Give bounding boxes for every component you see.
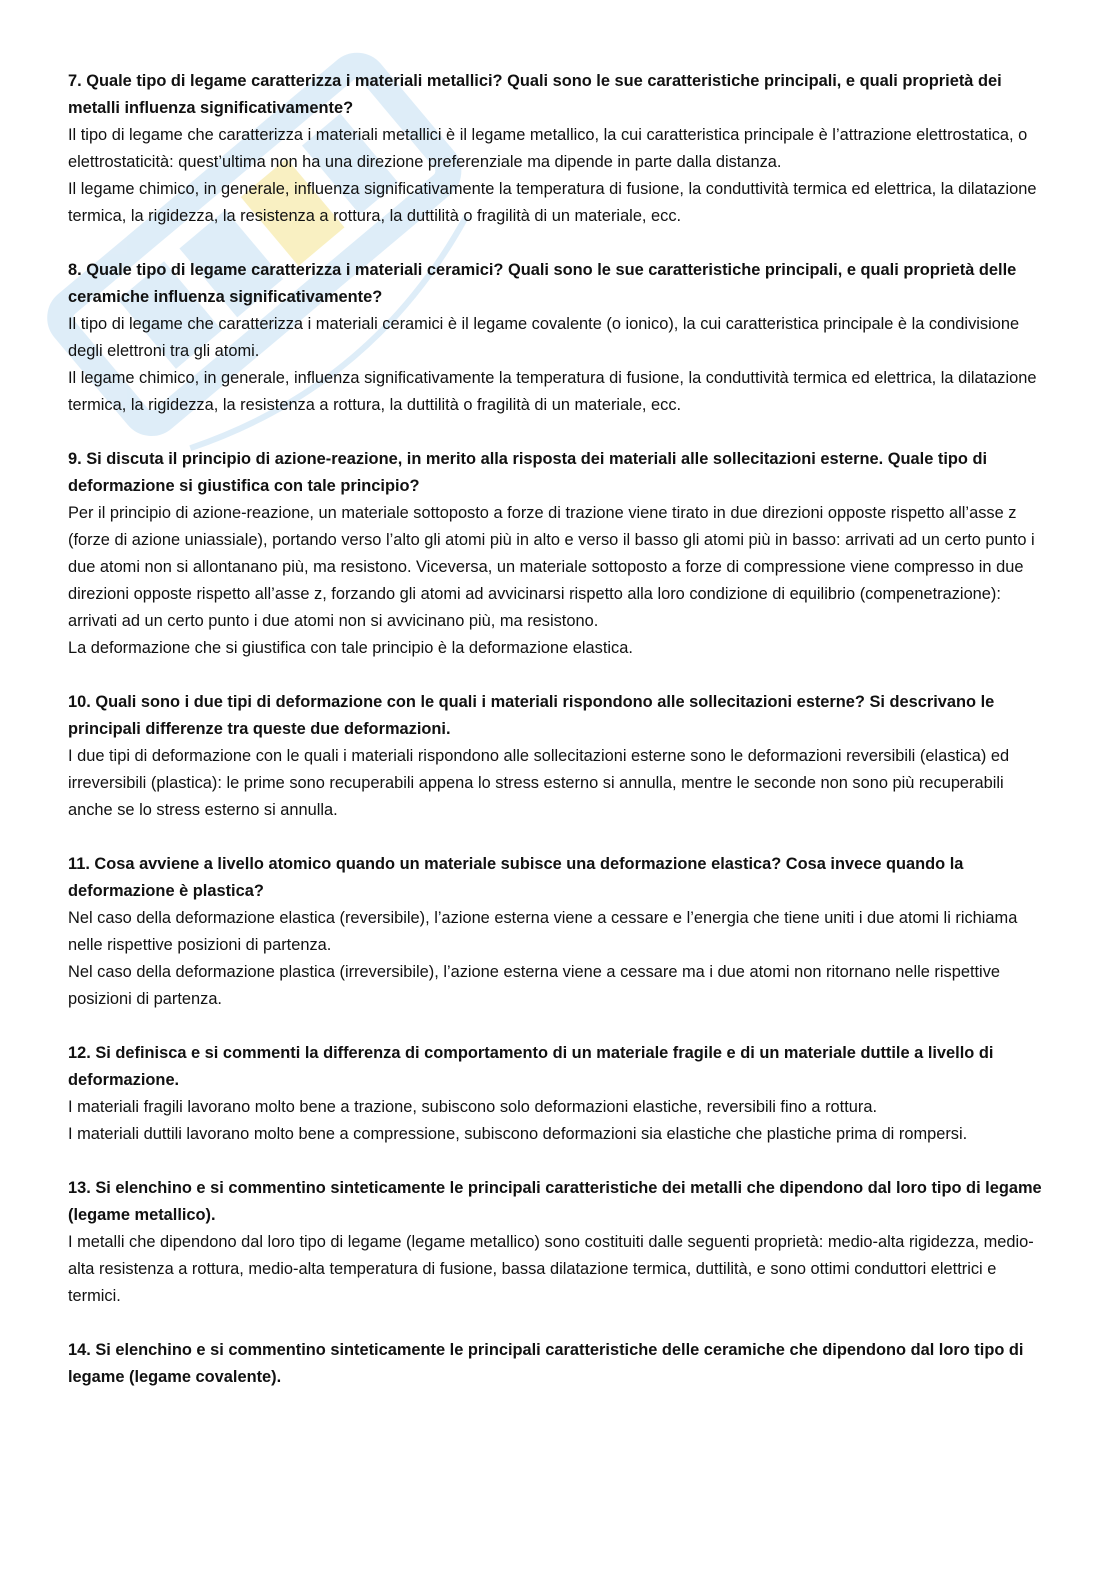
answer-paragraph: I due tipi di deformazione con le quali i materiali rispondono alle sollecitazioni esterne sono le deformazioni reversibili (elastica) ed irreversibili (plastica): le prime sono recuperabili appena lo stress esterno si annulla, mentre le seconde non sono più recuperabili anche se lo stress esterno si annulla.	[68, 747, 1010, 819]
question-heading: 11. Cosa avviene a livello atomico quando un materiale subisce una deformazione elastica? Cosa invece quando la deformazione è plastica?	[68, 855, 964, 900]
qa-item	[68, 689, 1048, 824]
answer-paragraph: Il legame chimico, in generale, influenza significativamente la temperatura di fusione, la conduttività termica ed elettrica, la dilatazione termica, la rigidezza, la resistenza a rottura, la duttilità o fragilità di un materiale, ecc.	[68, 369, 1037, 414]
qa-item	[68, 68, 1048, 230]
answer-paragraph: I materiali fragili lavorano molto bene a trazione, subiscono solo deformazioni elastiche, reversibili fino a rottura.	[68, 1098, 878, 1116]
answer-paragraph: I materiali duttili lavorano molto bene a compressione, subiscono deformazioni sia elastiche che plastiche prima di rompersi.	[68, 1125, 968, 1143]
question-heading: 9. Si discuta il principio di azione-reazione, in merito alla risposta dei materiali alle sollecitazioni esterne. Quale tipo di deformazione si giustifica con tale principio?	[68, 450, 988, 495]
question-heading: 14. Si elenchino e si commentino sinteticamente le principali caratteristiche delle ceramiche che dipendono dal loro tipo di legame (legame covalente).	[68, 1341, 1024, 1386]
question-heading: 12. Si definisca e si commenti la differenza di comportamento di un materiale fragile e di un materiale duttile a livello di deformazione.	[68, 1044, 994, 1089]
answer-paragraph: Il tipo di legame che caratterizza i materiali metallici è il legame metallico, la cui caratteristica principale è l’attrazione elettrostatica, o elettrostaticità: quest’ultima non ha una direzione preferenziale ma dipende in parte dalla distanza.	[68, 126, 1028, 171]
answer-paragraph: Il tipo di legame che caratterizza i materiali ceramici è il legame covalente (o ionico), la cui caratteristica principale è la condivisione degli elettroni tra gli atomi.	[68, 315, 1020, 360]
qa-item	[68, 1040, 1048, 1148]
qa-item	[68, 1175, 1048, 1310]
answer-paragraph: Nel caso della deformazione elastica (reversibile), l’azione esterna viene a cessare e l’energia che tiene uniti i due atomi li richiama nelle rispettive posizioni di partenza.	[68, 909, 1018, 954]
answer-paragraph: Il legame chimico, in generale, influenza significativamente la temperatura di fusione, la conduttività termica ed elettrica, la dilatazione termica, la rigidezza, la resistenza a rottura, la duttilità o fragilità di un materiale, ecc.	[68, 180, 1037, 225]
qa-item	[68, 257, 1048, 419]
qa-item	[68, 851, 1048, 1013]
document-page	[68, 68, 1048, 1418]
question-heading: 10. Quali sono i due tipi di deformazione con le quali i materiali rispondono alle sollecitazioni esterne? Si descrivano le principali differenze tra queste due deformazioni.	[68, 693, 995, 738]
qa-item	[68, 446, 1048, 662]
question-heading: 13. Si elenchino e si commentino sinteticamente le principali caratteristiche dei metalli che dipendono dal loro tipo di legame (legame metallico).	[68, 1179, 1042, 1224]
answer-paragraph: Nel caso della deformazione plastica (irreversibile), l’azione esterna viene a cessare ma i due atomi non ritornano nelle rispettive posizioni di partenza.	[68, 963, 1001, 1008]
answer-paragraph: Per il principio di azione-reazione, un materiale sottoposto a forze di trazione viene tirato in due direzioni opposte rispetto all’asse z (forze di azione uniassiale), portando verso l’alto gli atomi più in alto e verso il basso gli atomi più in basso: arrivati ad un certo punto i due atomi non si allontanano più, ma resistono. Viceversa, un materiale sottoposto a forze di compressione viene compresso in due direzioni opposte rispetto all’asse z, forzando gli atomi ad avvicinarsi rispetto alla loro condizione di equilibrio (compenetrazione): arrivati ad un certo punto i due atomi non si avvicinano più, ma resistono.	[68, 504, 1035, 630]
answer-paragraph: La deformazione che si giustifica con tale principio è la deformazione elastica.	[68, 639, 633, 657]
answer-paragraph: I metalli che dipendono dal loro tipo di legame (legame metallico) sono costituiti dalle seguenti proprietà: medio-alta rigidezza, medio-alta resistenza a rottura, medio-alta temperatura di fusione, bassa dilatazione termica, duttilità, e sono ottimi conduttori elettrici e termici.	[68, 1233, 1034, 1305]
qa-item	[68, 1337, 1048, 1391]
question-heading: 7. Quale tipo di legame caratterizza i materiali metallici? Quali sono le sue caratteristiche principali, e quali proprietà dei metalli influenza significativamente?	[68, 72, 1002, 117]
question-heading: 8. Quale tipo di legame caratterizza i materiali ceramici? Quali sono le sue caratteristiche principali, e quali proprietà delle ceramiche influenza significativamente?	[68, 261, 1017, 306]
